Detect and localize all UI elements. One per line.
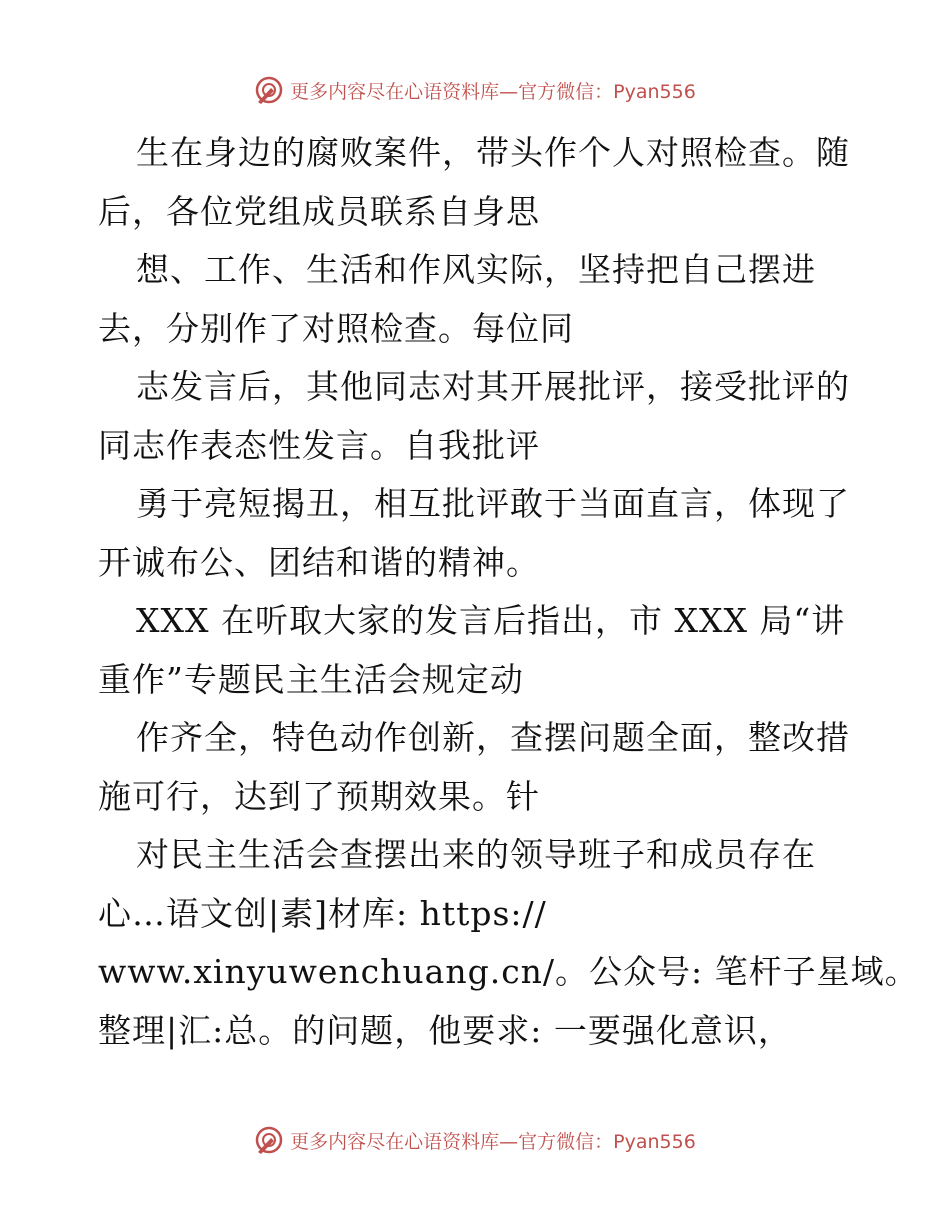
body-line: 作齐全，特色动作创新，查摆问题全面，整改措 (136, 718, 850, 757)
body-line: 整理|汇:总。的问题，他要求: 一要强化意识， (98, 1010, 792, 1050)
footer-watermark-banner (0, 1120, 950, 1160)
pen-logo-icon (254, 1125, 284, 1155)
body-line: 对民主生活会查摆出来的领导班子和成员存在 (136, 835, 816, 874)
body-line: 想、工作、生活和作风实际，坚持把自己摆进 (136, 250, 816, 289)
body-line: 施可行，达到了预期效果。针 (98, 776, 540, 816)
body-line: 勇于亮短揭丑，相互批评敢于当面直言，体现了 (136, 484, 850, 523)
document-body (98, 124, 919, 1060)
body-line: 心…语文创|素]材库: https:// (98, 893, 547, 933)
body-line: 后，各位党组成员联系自身思 (98, 191, 540, 231)
body-line: 志发言后，其他同志对其开展批评，接受批评的 (136, 367, 850, 406)
header-watermark-text: 更多内容尽在心语资料库—官方微信：Pyan556 (290, 80, 696, 103)
body-line: 同志作表态性发言。自我批评 (98, 425, 540, 465)
body-line: 生在身边的腐败案件，带头作个人对照检查。随 (136, 133, 850, 172)
pen-logo-icon (254, 75, 284, 105)
body-line: XXX 在听取大家的发言后指出，市 XXX 局“讲 (136, 601, 846, 640)
body-line: 去，分别作了对照检查。每位同 (98, 308, 574, 348)
header-watermark-banner (0, 70, 950, 110)
footer-watermark-text: 更多内容尽在心语资料库—官方微信：Pyan556 (290, 1130, 696, 1153)
body-line: 重作”专题民主生活会规定动 (98, 659, 524, 699)
body-line: www.xinyuwenchuang.cn/。公众号: 笔杆子星域。 (98, 952, 919, 991)
body-line: 开诚布公、团结和谐的精神。 (98, 542, 540, 582)
